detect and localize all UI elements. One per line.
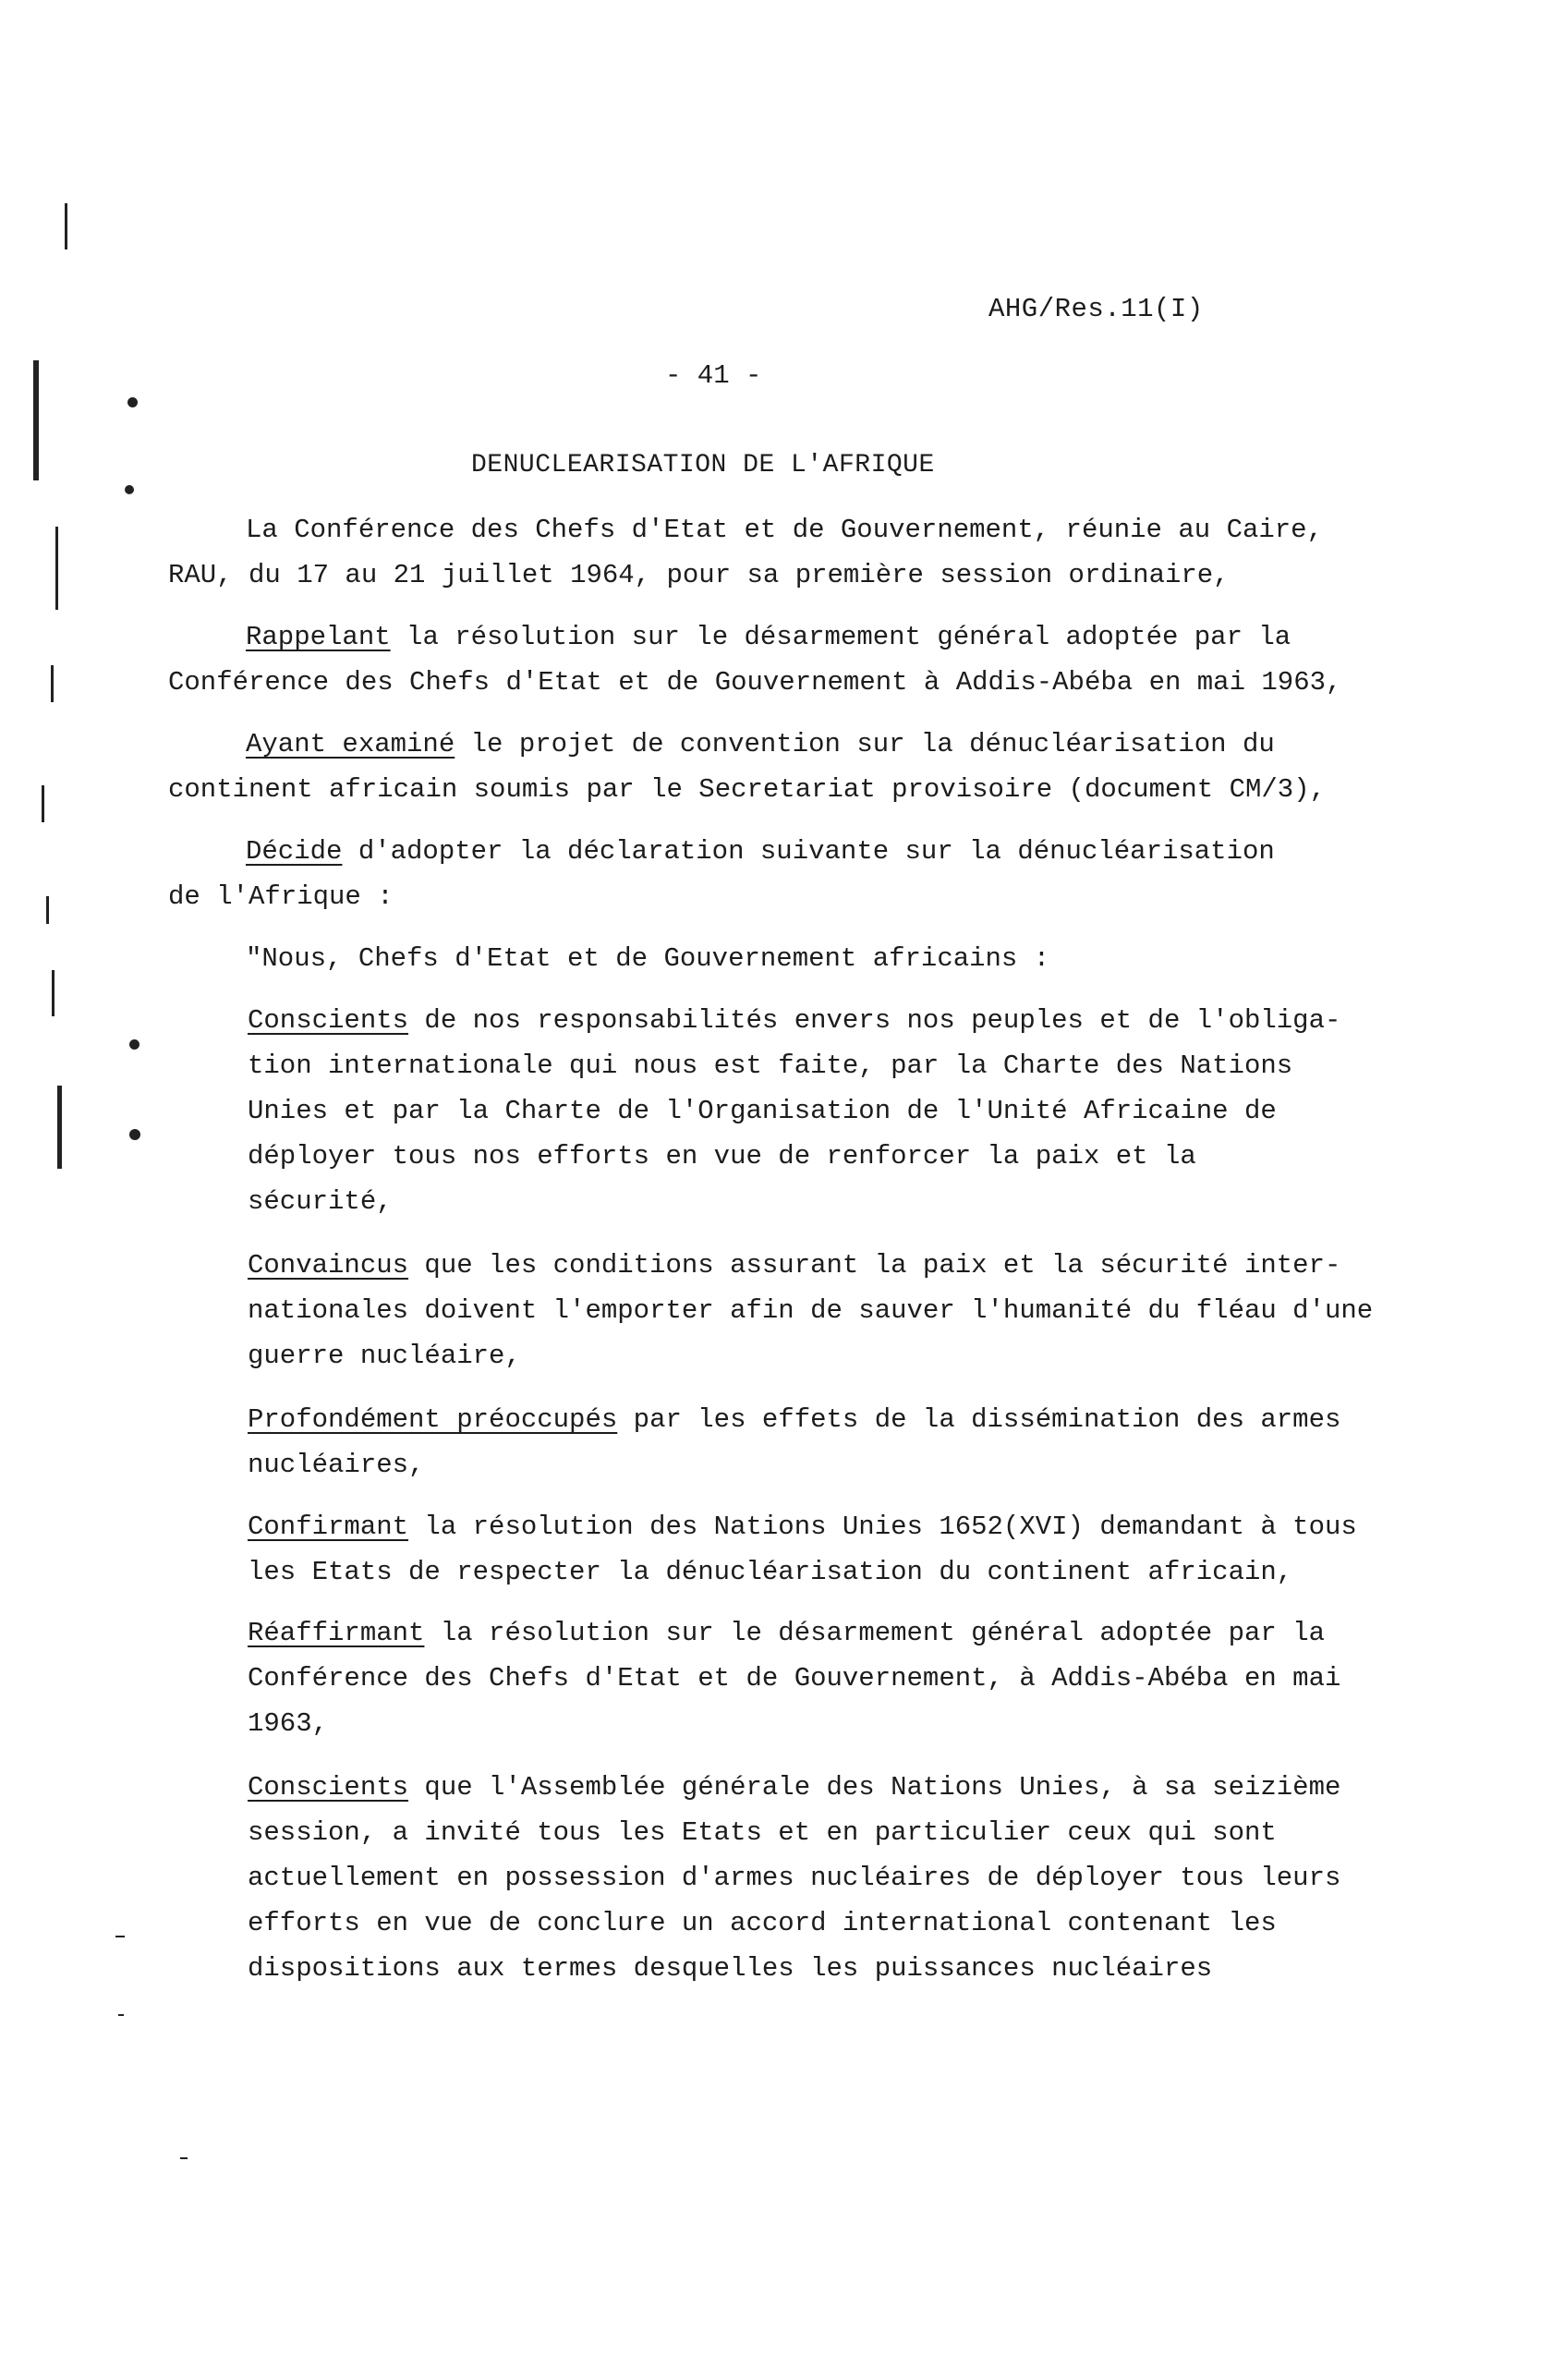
- scan-mark: [33, 360, 39, 480]
- rappelant-line-1-text: la résolution sur le désarmement général adoptée par la: [390, 622, 1291, 652]
- profondement-line-1: [248, 1397, 1340, 1442]
- profondement-paragraph: [248, 1397, 1340, 1488]
- scan-mark: [118, 2014, 124, 2016]
- reaffirmant-line-1: [248, 1610, 1340, 1656]
- rappelant-keyword: Rappelant: [246, 622, 391, 652]
- conscients1-keyword: Conscients: [248, 1005, 409, 1036]
- scan-mark: [55, 527, 58, 610]
- conscients2-line-3: actuellement en possession d'armes nucléaires de déployer tous leurs: [248, 1863, 1341, 1893]
- conscients2-line-1-text: que l'Assemblée générale des Nations Unies, à sa seizième: [408, 1772, 1341, 1803]
- conscients1-line-2: tion internationale qui nous est faite, par la Charte des Nations: [248, 1050, 1293, 1081]
- conscients1-line-1-text: de nos responsabilités envers nos peuples et de l'obliga-: [408, 1005, 1341, 1036]
- scan-mark: [127, 397, 138, 407]
- confirmant-line-1-text: la résolution des Nations Unies 1652(XVI) demandant à tous: [408, 1512, 1357, 1542]
- conscients2-line-2: session, a invité tous les Etats et en particulier ceux qui sont: [248, 1817, 1277, 1848]
- conscients2-line-1: [248, 1765, 1340, 1810]
- scan-mark: [129, 1039, 139, 1050]
- conscients-paragraph-1: [248, 998, 1340, 1224]
- conscients1-line-5: sécurité,: [248, 1186, 393, 1217]
- reaffirmant-keyword: Réaffirmant: [248, 1618, 425, 1648]
- convaincus-line-1: [248, 1243, 1373, 1288]
- reaffirmant-line-3: 1963,: [248, 1708, 329, 1739]
- conscients1-line-1: [248, 998, 1340, 1043]
- scan-mark: [51, 665, 54, 702]
- conscients2-keyword: Conscients: [248, 1772, 409, 1803]
- rappelant-line-2: Conférence des Chefs d'Etat et de Gouvernement à Addis-Abéba en mai 1963,: [168, 667, 1342, 698]
- conscients-paragraph-2: [248, 1765, 1340, 1991]
- profondement-keyword: Profondément préoccupés: [248, 1404, 618, 1435]
- convaincus-keyword: Convaincus: [248, 1250, 409, 1281]
- convaincus-line-2: nationales doivent l'emporter afin de sauver l'humanité du fléau d'une: [248, 1295, 1374, 1326]
- decide-paragraph: [168, 829, 1275, 919]
- conscients1-line-4: déployer tous nos efforts en vue de renforcer la paix et la: [248, 1141, 1196, 1172]
- scan-mark: [46, 896, 49, 924]
- confirmant-line-1: [248, 1504, 1357, 1549]
- scan-mark: [115, 1936, 125, 1937]
- reaffirmant-line-2: Conférence des Chefs d'Etat et de Gouvernement, à Addis-Abéba en mai: [248, 1663, 1341, 1694]
- ayant-paragraph: [168, 722, 1326, 812]
- ayant-line-1: [168, 722, 1326, 767]
- ayant-line-1-text: le projet de convention sur la dénucléarisation du: [455, 729, 1275, 759]
- declaration-opening: "Nous, Chefs d'Etat et de Gouvernement africains :: [246, 943, 1050, 974]
- conscients2-line-4: efforts en vue de conclure un accord international contenant les: [248, 1908, 1277, 1938]
- confirmant-line-2: les Etats de respecter la dénucléarisation du continent africain,: [248, 1557, 1293, 1587]
- rappelant-line-1: [168, 614, 1341, 660]
- conscients1-line-3: Unies et par la Charte de l'Organisation de l'Unité Africaine de: [248, 1096, 1277, 1126]
- scan-mark: [52, 970, 55, 1016]
- ayant-keyword: Ayant examiné: [246, 729, 455, 759]
- convaincus-paragraph: [248, 1243, 1373, 1378]
- confirmant-paragraph: [248, 1504, 1357, 1595]
- convaincus-line-3: guerre nucléaire,: [248, 1341, 521, 1371]
- scan-mark: [129, 1129, 140, 1140]
- intro-paragraph: [168, 507, 1323, 598]
- confirmant-keyword: Confirmant: [248, 1512, 409, 1542]
- decide-line-1-text: d'adopter la déclaration suivante sur la dénucléarisation: [342, 836, 1275, 867]
- scan-mark: [65, 203, 67, 249]
- profondement-line-2: nucléaires,: [248, 1450, 425, 1480]
- conscients2-line-5: dispositions aux termes desquelles les puissances nucléaires: [248, 1953, 1213, 1984]
- reaffirmant-line-1-text: la résolution sur le désarmement général adoptée par la: [424, 1618, 1325, 1648]
- decide-line-2: de l'Afrique :: [168, 881, 394, 912]
- profondement-line-1-text: par les effets de la dissémination des armes: [617, 1404, 1341, 1435]
- convaincus-line-1-text: que les conditions assurant la paix et la sécurité inter-: [408, 1250, 1341, 1281]
- reaffirmant-paragraph: [248, 1610, 1340, 1746]
- scan-mark: [125, 485, 134, 494]
- scan-mark: [42, 785, 44, 822]
- intro-line-2: RAU, du 17 au 21 juillet 1964, pour sa première session ordinaire,: [168, 560, 1230, 590]
- decide-line-1: [168, 829, 1275, 874]
- rappelant-paragraph: [168, 614, 1341, 705]
- document-title: DENUCLEARISATION DE L'AFRIQUE: [471, 451, 935, 480]
- scan-mark: [57, 1086, 62, 1169]
- ayant-line-2: continent africain soumis par le Secretariat provisoire (document CM/3),: [168, 774, 1327, 805]
- intro-line-1: La Conférence des Chefs d'Etat et de Gouvernement, réunie au Caire,: [246, 515, 1323, 545]
- document-reference: AHG/Res.11(I): [988, 294, 1204, 324]
- page-number: - 41 -: [665, 360, 762, 391]
- decide-keyword: Décide: [246, 836, 343, 867]
- scan-mark: [180, 2157, 188, 2159]
